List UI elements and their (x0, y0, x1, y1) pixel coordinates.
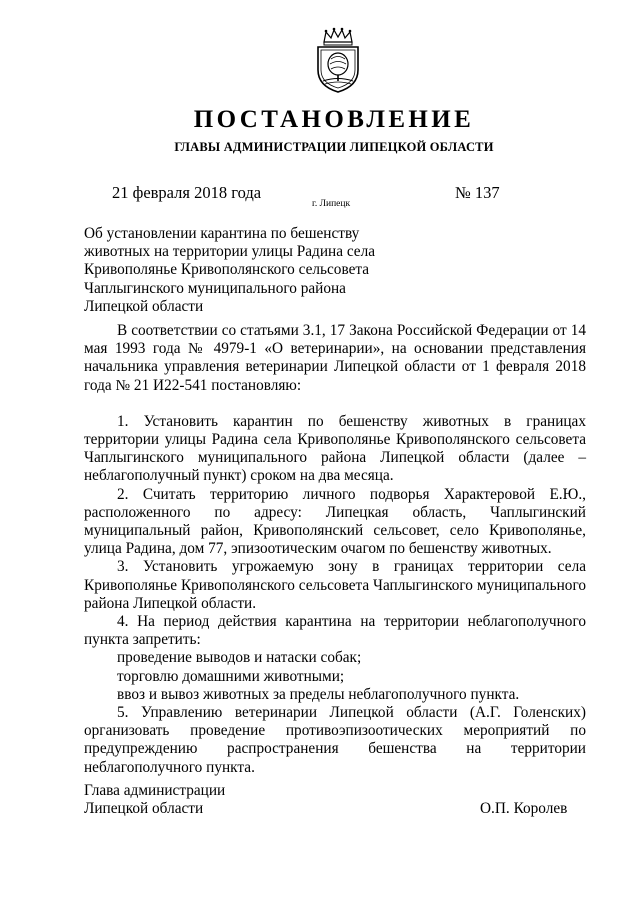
document-title: ПОСТАНОВЛЕНИЕ (193, 106, 475, 133)
document-body (84, 322, 586, 777)
signature-position-line-1: Глава администрации (84, 782, 226, 799)
clause-5: 5. Управлению ветеринарии Липецкой области (А.Г. Голенских) организовать проведение противоэпизоотических мероприятий по предупреждению распространения бешенства на территории неблагополучного пункта. (84, 704, 586, 776)
signature-position (84, 782, 225, 818)
coat-of-arms-icon (312, 26, 364, 94)
document-subtitle: ГЛАВЫ АДМИНИСТРАЦИИ ЛИПЕЦКОЙ ОБЛАСТИ (174, 140, 494, 154)
document-date: 21 февраля 2018 года (112, 183, 262, 202)
document-subject: Об установлении карантина по бешенству животных на территории улицы Радина села Кривополянье Кривополянского сельсовета Чаплыгинского муниципального района Липецкой области (84, 225, 376, 315)
signature-position-line-2: Липецкой области (84, 800, 204, 818)
document-number: № 137 (455, 183, 500, 202)
clause-3: 3. Установить угрожаемую зону в границах территории села Кривополянье Кривополянского сельсовета Чаплыгинского муниципального района Липецкой области. (84, 558, 586, 612)
clause-4-item-1: проведение выводов и натаски собак; (117, 649, 362, 667)
clause-4-item-3: ввоз и вывоз животных за пределы неблагополучного пункта. (117, 685, 520, 703)
signature-name: О.П. Королев (480, 800, 568, 817)
clause-2: 2. Считать территорию личного подворья Характеровой Е.Ю., расположенного по адресу: Липецкая область, Чаплыгинский муниципальный район, Кривополянский сельсовет, село Кривополянье, улица Радина, дом 77, эпизоотическим очагом по бешенству животных. (84, 485, 586, 558)
document-place: г. Липецк (312, 199, 351, 209)
clause-4: 4. На период действия карантина на территории неблагополучного пункта запретить: (84, 613, 586, 649)
preamble: В соответствии со статьями 3.1, 17 Закона Российской Федерации от 14 мая 1993 года № 4979-1 «О ветеринарии», на основании представления начальника управления ветеринарии Липецкой области от 1 февраля 2018 года № 21 И22-541 постановляю: (84, 322, 586, 394)
clause-4-item-2: торговлю домашними животными; (117, 667, 345, 685)
clause-1: 1. Установить карантин по бешенству животных в границах территории улицы Радина села Кривополянье Кривополянского сельсовета Чаплыгинского муниципального района Липецкой области (далее – неблагополучный пункт) сроком на два месяца. (84, 412, 586, 485)
